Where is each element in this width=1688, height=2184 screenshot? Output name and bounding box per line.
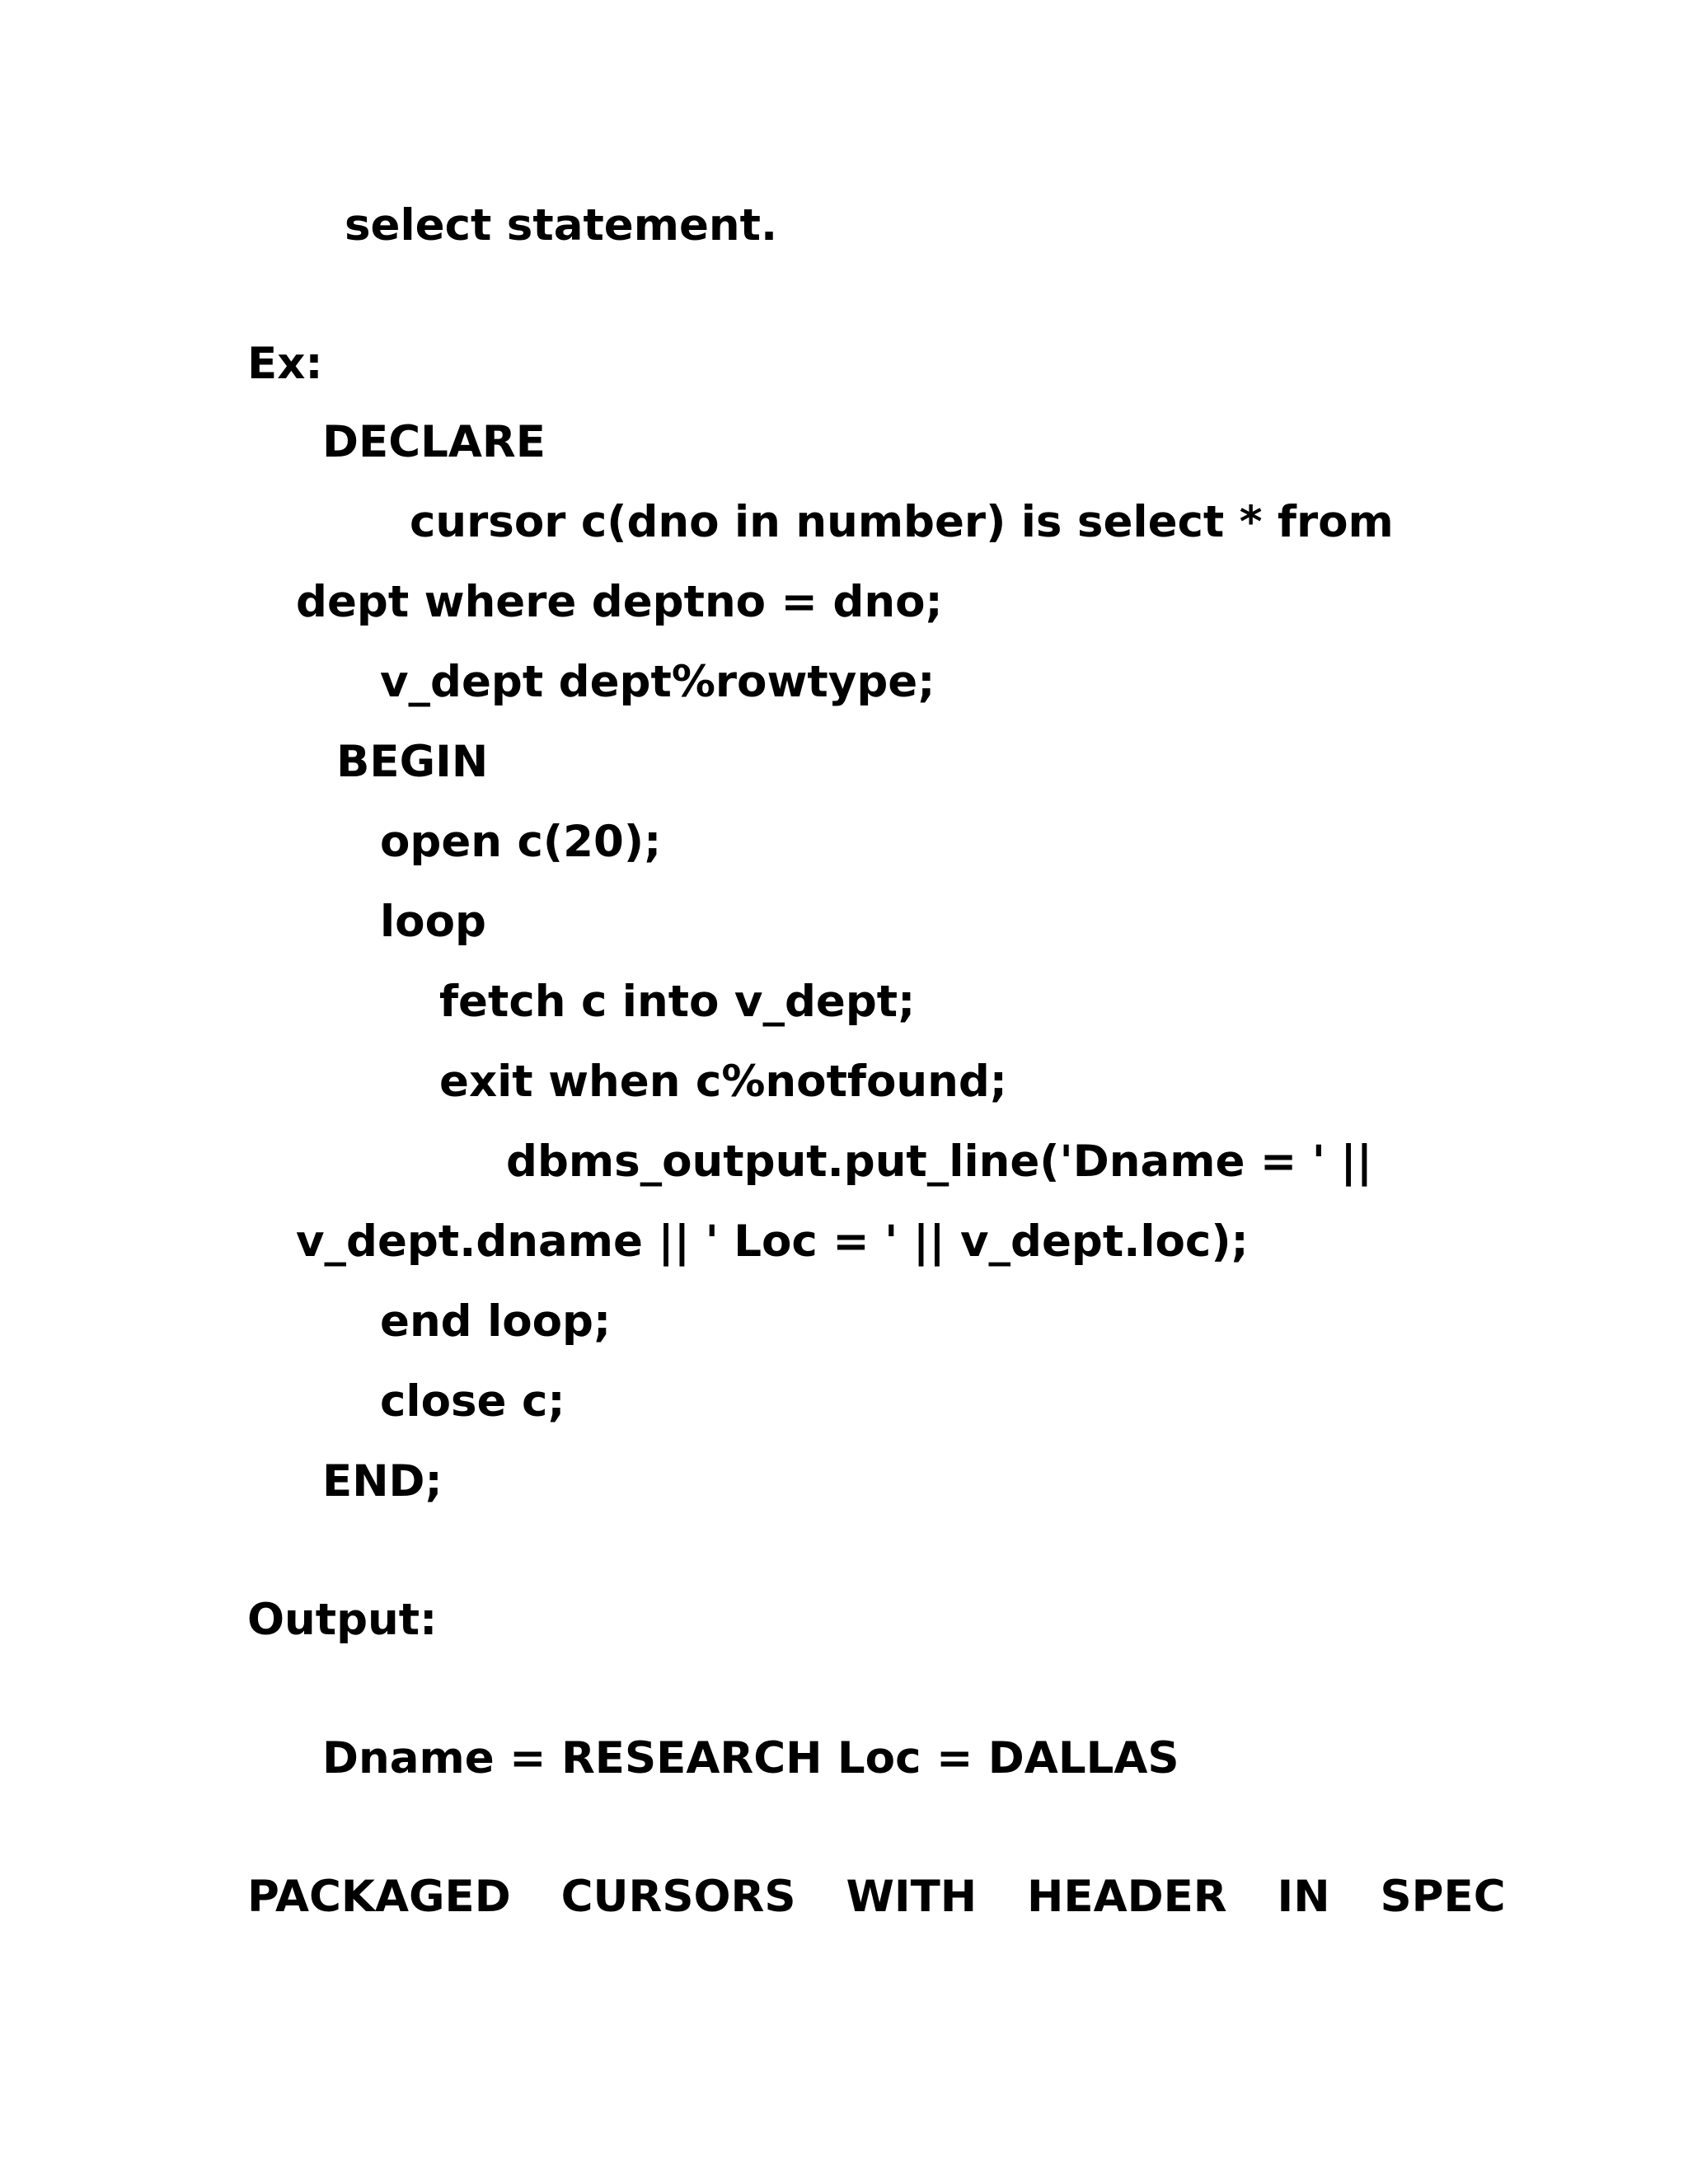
code-line-fetch: fetch c into v_dept; — [439, 977, 916, 1027]
code-line-loop: loop — [380, 897, 486, 947]
code-line-declare: DECLARE — [322, 417, 546, 467]
code-line-open: open c(20); — [380, 817, 662, 867]
code-line-cursor: cursor c(dno in number) is select * from — [410, 497, 1394, 547]
code-line-rowtype: v_dept dept%rowtype; — [380, 657, 935, 707]
output-label: Output: — [247, 1595, 438, 1645]
code-line-end-loop: end loop; — [380, 1296, 612, 1347]
output-text: Dname = RESEARCH Loc = DALLAS — [322, 1733, 1179, 1783]
code-line-cursor-cont: dept where deptno = dno; — [296, 577, 943, 627]
section-heading: PACKAGED CURSORS WITH HEADER IN SPEC — [247, 1872, 1506, 1922]
code-line-put-line: dbms_output.put_line('Dname = ' || — [506, 1137, 1373, 1187]
example-label: Ex: — [247, 339, 323, 389]
code-line-end: END; — [322, 1456, 443, 1507]
code-line-exit: exit when c%notfound; — [439, 1057, 1007, 1107]
code-line-put-line-cont: v_dept.dname || ' Loc = ' || v_dept.loc); — [296, 1216, 1249, 1267]
continuation-text: select statement. — [345, 200, 778, 251]
code-line-begin: BEGIN — [336, 737, 489, 787]
code-line-close: close c; — [380, 1376, 565, 1427]
